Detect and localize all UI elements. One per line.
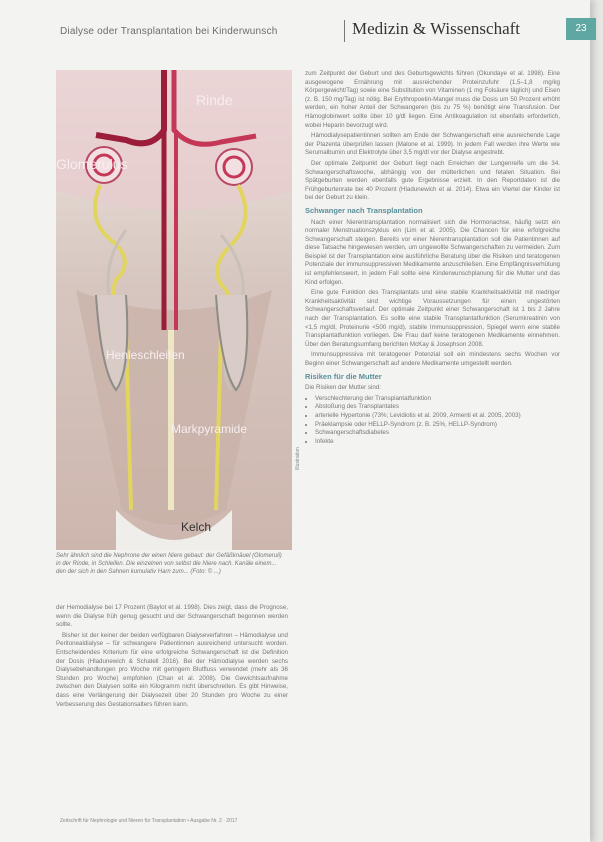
list-item: • arterielle Hypertonie (73%; Levidiotis et al. 2009, Armenti et al. 2005, 2003) — [315, 412, 560, 421]
label-glomerulus: Glomerulus — [56, 156, 128, 172]
page-number: 23 — [566, 18, 596, 40]
left-paragraph-2: Bisher ist der keiner der beiden verfügbaren Dialyseverfahren – Hämodialyse und Peritonealdialyse – für schwangere Patientinnen ausreichend untersucht worden. Entscheidendes Kriterium für eine erfolgreiche Schwangerschaft ist die Definition der Dosis (Hladunewich & Schatell 2016). Bei der Hämodialyse werden sechs Dialysebehandlungen pro Woche mit geringem Blutfluss verwendet (mehr als 36 Stunden pro Woche) empfohlen (Chan et al. 2008). Die Gewichtsaufnahme zwischen den Dialysen sollte ein Kilogramm nicht überschreiten. Es gibt Hinweise, dass eine Verlängerung der Dialysezeit über 20 Stunden pro Woche zu einer Verbesserung des Gestationsalters führen kann. — [56, 631, 288, 708]
heading-risks-mother: Risiken für die Mutter — [305, 371, 382, 381]
list-item: • Schwangerschaftsdiabetes — [315, 429, 560, 438]
header-section-title: Dialyse oder Transplantation bei Kinderwunsch — [60, 26, 278, 37]
header-divider — [344, 20, 345, 42]
right-paragraph-7: Die Risiken der Mutter sind: — [305, 384, 381, 392]
page-footer: Zeitschrift für Nephrologie und Nieren für Transplantation • Ausgabe Nr. 2 · 2017 — [60, 818, 238, 824]
list-item: • Verschlechterung der Transplantatfunktion — [315, 395, 560, 404]
right-paragraph-1: zum Zeitpunkt der Geburt und des Geburtsgewichts führen (Okundaye et al. 1998). Eine ausgewogene Ernährung mit ausreichender Proteinzufuhr (1,5–1,8 mg/kg Körpergewicht/Tag) sowie eine Substitution von Vitaminen (1 mg Folsäure täglich) und Eisen (z. B. 150 mg/Tag) ist nötig. Bei Erythropoetin-Mangel muss die Dosis um 50 Prozent erhöht werden, ein hoher Anteil der Schwangeren (bis zu 75 %) benötigt eine Transfusion. Der Hämoglobinwert sollte über 10 g/dl liegen. Eine Antikoagulation ist ebenfalls erforderlich, wobei Heparin bevorzugt wird. — [305, 70, 560, 129]
risk-list — [305, 395, 560, 447]
figure-credit: Illustration — [295, 447, 301, 470]
list-item: • Infekte — [315, 438, 560, 447]
kidney-illustration — [56, 70, 292, 550]
kidney-anatomy-drawing — [56, 70, 292, 550]
label-markpyramide: Markpyramide — [171, 422, 248, 436]
label-rinde: Rinde — [196, 92, 233, 108]
figure-caption: Sehr ähnlich sind die Nephrone der einen Niere gebaut: der Gefäßknäuel (Glomeruli) in der Rinde, in Schleifen. Die einzelnen von selbst die Niere nach. Kanäle einem... den der sich in den Sahnen kumulativ Harn zum... (Foto: © ...) — [56, 553, 282, 575]
right-paragraph-3: Der optimale Zeitpunkt der Geburt liegt nach Erreichen der Lungenreife um die 34. Schwangerschaftswoche, abhängig von der mütterlichen und fetalen Situation. Bei Spätgeburten werden ebenfalls gute Ergebnisse erzielt. In den Reportdaten ist die Frühgeburtenrate bei 40 Prozent (Hladunewich et al. 2014). Etwa ein Viertel der Kinder ist bei der Geburt zu klein. — [305, 159, 560, 202]
right-paragraph-6: Immunsuppressiva mit teratogener Potenzial soll ein mindestens sechs Wochen vor Beginn einer Schwangerschaft auf andere Medikamente umgestellt werden. — [305, 351, 560, 367]
left-paragraph-1: der Hemodialyse bei 17 Prozent (Baylot et al. 1998). Dies zeigt, dass die Prognose, wenn die Dialyse früh genug gesucht und der Schwangerschaft begonnen werden sollte. — [56, 604, 288, 629]
right-paragraph-2: Hämodialysepatientinnen sollten am Ende der Schwangerschaft eine ausreichende Lage der Plazenta überprüfen lassen (Malone et al. 1999). In jedem Fall werden ihre Werte wie Serumalbumin und Elektrolyte über 3,5 mg/dl vor der Dialyse angestrebt. — [305, 132, 560, 157]
heading-pregnant-after-transplant: Schwanger nach Transplantation — [305, 205, 423, 215]
right-column-text — [305, 70, 560, 446]
right-paragraph-5: Eine gute Funktion des Transplantats und eine stabile Krankheitsaktivität mit niedriger Krankheitsaktivität sind wichtige Voraussetzungen für einen ungestörten Schwangerschaftsverlauf. Der optimale Zeitpunkt einer Schwangerschaft ist 1 bis 2 Jahre nach der Transplantation. Es sollte eine stabile Transplantatfunktion (Serumkreatinin von <1,5 mg/dl, Proteinurie <500 mg/d), stabile Immunsuppression, Spiegel wenn eine stabile Transplantatfunktion vorliegen. Die Frau darf keine teratogenen Medikamente einnehmen. Über den Beratungsumfang berichten McKay & Josephson 2008. — [305, 289, 560, 348]
label-henleschleifen: Henleschleifen — [106, 348, 185, 362]
list-item: • Präeklampsie oder HELLP-Syndrom (z. B. 25%, HELLP-Syndrom) — [315, 421, 560, 430]
left-column-text — [56, 604, 288, 711]
page-header — [60, 18, 580, 44]
list-item: • Abstoßung des Transplantates — [315, 403, 560, 412]
right-paragraph-4: Nach einer Nierentransplantation normalisiert sich die Hormonachse, häufig setzt ein normaler Menstruationszyklus ein (Lim et al. 2005). Die Chancen für eine erfolgreiche Schwangerschaft steigen. Bereits vor einer Nierentransplantation soll die Patientinnen auf diese Tatsache hingewiesen werden, um ungewollte Schwangerschaften zu vermeiden. Zum Beispiel ist der Transplantation eine ausführliche Beratung über die Risiken und teratogenen Potenziale der immunsuppressiven Medikamente anzuschließen. Eine Empfängnisverhütung ist empfehlenswert, in jedem Fall sollte eine Kinderwunschplanung für die Mutter und das Kind erfolgen. — [305, 218, 560, 286]
label-kelch: Kelch — [181, 520, 212, 534]
header-journal-section: Medizin & Wissenschaft — [352, 19, 521, 38]
